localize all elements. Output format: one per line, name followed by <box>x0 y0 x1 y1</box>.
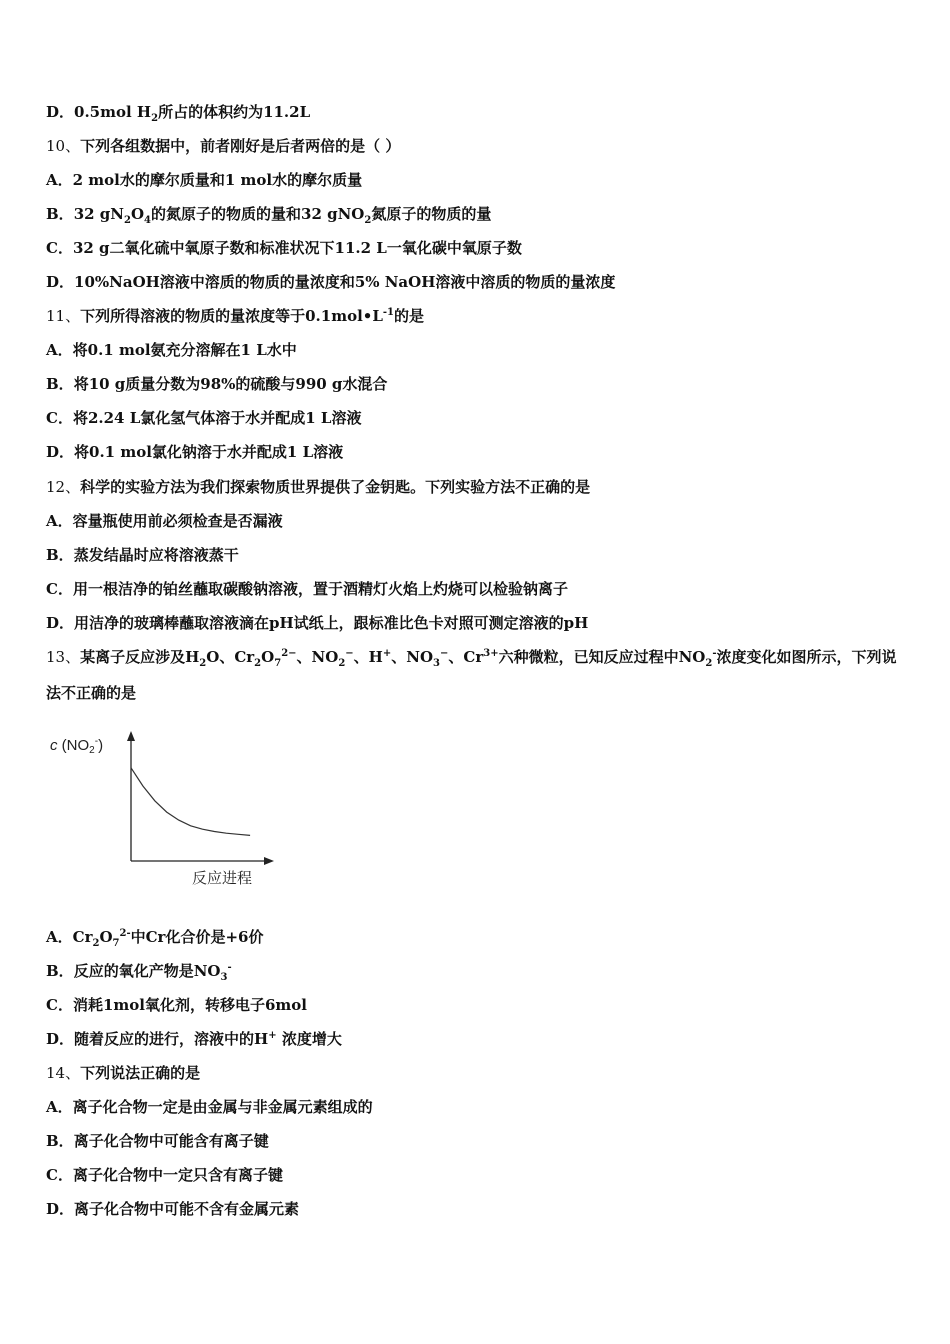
option-label: D． <box>46 1200 75 1218</box>
subscript: 2 <box>151 113 159 124</box>
q13-option-a <box>46 927 910 947</box>
q12-option-c <box>46 579 910 599</box>
q14-stem <box>46 1063 910 1083</box>
option-text: 32 g二氧化硫中氧原子数和标准状况下11.2 L一氧化碳中氧原子数 <box>72 239 522 257</box>
question-text: 的是 <box>394 307 425 325</box>
option-label: D． <box>46 443 75 461</box>
q10-option-d <box>46 272 910 292</box>
superscript: 2- <box>119 928 131 939</box>
option-label: D． <box>46 273 75 291</box>
option-text: 随着反应的进行，溶液中的H <box>74 1030 269 1048</box>
x-axis-arrow <box>264 857 274 865</box>
option-label: B． <box>46 375 74 393</box>
question-number: 10、 <box>46 137 81 155</box>
option-text: 的氮原子的物质的量和32 gNO <box>151 205 365 223</box>
option-text: 离子化合物中可能不含有金属元素 <box>74 1200 300 1218</box>
option-text: 将0.1 mol氨充分溶解在1 L水中 <box>72 341 297 359</box>
question-text: 下列说法正确的是 <box>80 1064 201 1082</box>
option-text: 离子化合物中一定只含有离子键 <box>72 1166 283 1184</box>
question-number: 14、 <box>46 1064 81 1082</box>
option-text: 离子化合物中可能含有离子键 <box>73 1132 269 1150</box>
q11-option-c <box>46 408 910 428</box>
option-text: 将0.1 mol氯化钠溶于水并配成1 L溶液 <box>74 443 344 461</box>
q11-option-d <box>46 442 910 462</box>
q14-option-d <box>46 1199 910 1219</box>
q14-option-b <box>46 1131 910 1151</box>
y-axis-arrow <box>127 731 135 741</box>
option-text: 离子化合物一定是由金属与非金属元素组成的 <box>72 1098 373 1116</box>
q13-option-c <box>46 995 910 1015</box>
question-text: 下列所得溶液的物质的量浓度等于0.1mol•L <box>80 307 383 325</box>
option-label: D． <box>46 1030 75 1048</box>
option-text: 消耗1mol氧化剂，转移电子6mol <box>72 996 307 1014</box>
option-text: 反应的氧化产物是NO <box>73 962 221 980</box>
q11-stem <box>46 306 910 326</box>
question-text: 某离子反应涉及$H_2O$、$Cr_2O_7^{2-}$、$NO_2^-$、H+、$NO_3^-$、$Cr^{3+}$六种微粒，已知反应过程中$NO_2^-$浓度变化如图所示，下列说法不正确的是 <box>46 648 897 702</box>
option-text: 中Cr化合价是+6价 <box>130 928 264 946</box>
subscript: 3 <box>220 972 228 983</box>
option-label: A． <box>46 928 73 946</box>
y-axis-label: c $(NO_2^-)$ <box>50 736 104 756</box>
q13-option-d <box>46 1029 910 1049</box>
option-text: 蒸发结晶时应将溶液蒸干 <box>73 546 239 564</box>
subscript: 4 <box>144 215 151 226</box>
q12-option-a <box>46 511 910 531</box>
q12-option-d <box>46 613 910 633</box>
superscript: - <box>227 962 232 973</box>
concentration-chart <box>46 728 286 893</box>
option-label: D． <box>46 614 75 632</box>
subscript: 2 <box>92 938 100 949</box>
subscript: 2 <box>123 215 131 226</box>
question-text: 下列各组数据中，前者刚好是后者两倍的是（ ） <box>80 137 401 155</box>
q13-option-b <box>46 961 910 981</box>
option-label: C． <box>46 996 73 1014</box>
q10-stem <box>46 136 910 156</box>
option-label: A． <box>46 1098 73 1116</box>
q14-option-a <box>46 1097 910 1117</box>
option-text: O <box>130 205 145 223</box>
option-label: A． <box>46 171 73 189</box>
option-text: Cr <box>72 928 93 946</box>
series-line-c-no2 <box>131 768 250 836</box>
option-text: 容量瓶使用前必须检查是否漏液 <box>72 512 283 530</box>
option-label: C． <box>46 1166 73 1184</box>
option-label: A． <box>46 341 73 359</box>
option-text: 10%NaOH溶液中溶质的物质的量浓度和5% NaOH溶液中溶质的物质的量浓度 <box>74 273 616 291</box>
option-label: B． <box>46 1132 74 1150</box>
option-text: 所占的体积约为11.2L <box>158 103 311 121</box>
subscript: 2 <box>364 215 372 226</box>
superscript: -1 <box>382 307 395 318</box>
option-label: C． <box>46 580 73 598</box>
q11-option-a <box>46 340 910 360</box>
option-label: C． <box>46 409 73 427</box>
q9-option-d <box>46 102 910 122</box>
option-text: 浓度增大 <box>276 1030 342 1048</box>
q10-option-b <box>46 204 910 224</box>
question-number: 11、 <box>46 307 81 325</box>
option-label: B． <box>46 962 74 980</box>
option-label: B． <box>46 205 74 223</box>
option-text: 0.5mol H <box>74 103 152 121</box>
option-text: 用一根洁净的铂丝蘸取碳酸钠溶液，置于酒精灯火焰上灼烧可以检验钠离子 <box>72 580 568 598</box>
option-text: 将10 g质量分数为98%的硫酸与990 g水混合 <box>73 375 388 393</box>
option-text: 2 mol水的摩尔质量和1 mol水的摩尔质量 <box>72 171 363 189</box>
option-text: 用洁净的玻璃棒蘸取溶液滴在pH试纸上，跟标准比色卡对照可测定溶液的pH <box>74 614 589 632</box>
subscript: 7 <box>112 938 120 949</box>
q10-option-a <box>46 170 910 190</box>
option-label: D． <box>46 103 75 121</box>
option-text: 将2.24 L氯化氢气体溶于水并配成1 L溶液 <box>72 409 362 427</box>
option-label: A． <box>46 512 73 530</box>
question-text: 科学的实验方法为我们探索物质世界提供了金钥匙。下列实验方法不正确的是 <box>80 478 591 496</box>
question-number: 12、 <box>46 478 81 496</box>
option-label: C． <box>46 239 73 257</box>
q10-option-c <box>46 238 910 258</box>
option-label: B． <box>46 546 74 564</box>
x-axis-label: 反应进程 <box>192 870 253 887</box>
q13-stem <box>46 639 910 711</box>
q11-option-b <box>46 374 910 394</box>
q12-option-b <box>46 545 910 565</box>
option-text: O <box>99 928 113 946</box>
superscript: + <box>268 1030 277 1041</box>
option-text: 32 gN <box>73 205 124 223</box>
option-text: 氮原子的物质的量 <box>371 205 492 223</box>
q12-stem <box>46 477 910 497</box>
question-number: 13、 <box>46 648 81 666</box>
q14-option-c <box>46 1165 910 1185</box>
